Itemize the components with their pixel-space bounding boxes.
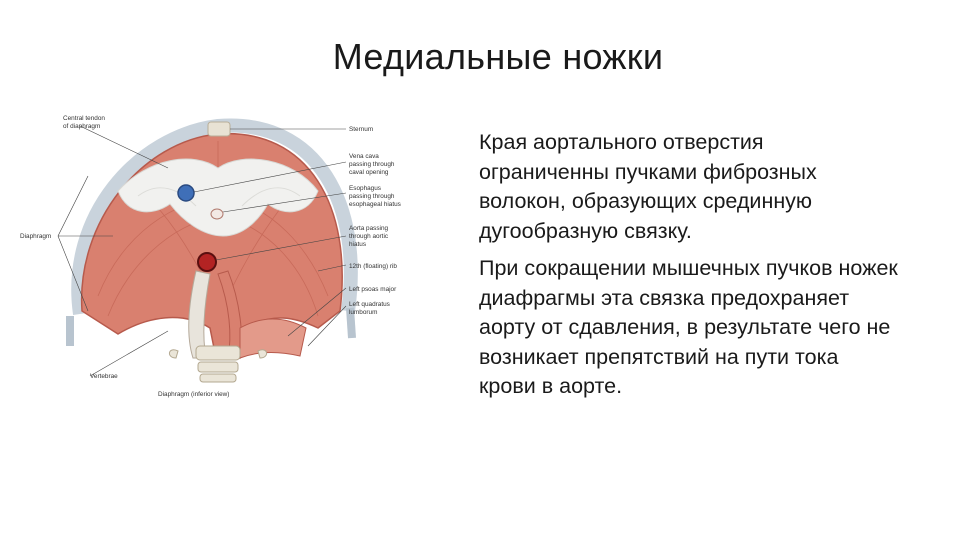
label-aorta-3: hiatus <box>349 241 367 248</box>
label-central-tendon-2: of diaphragm <box>63 123 101 130</box>
label-central-tendon: Central tendon <box>63 115 105 122</box>
label-esophagus-2: passing through <box>349 193 395 200</box>
label-esophagus-3: esophageal hiatus <box>349 201 401 208</box>
vena-cava <box>178 185 194 201</box>
label-vertebrae: Vertebrae <box>90 373 118 380</box>
label-quadratus: Left quadratus <box>349 301 390 308</box>
label-vena-cava-2: passing through <box>349 161 395 168</box>
label-rib: 12th (floating) rib <box>349 263 397 270</box>
label-psoas: Left psoas major <box>349 286 397 293</box>
label-esophagus: Esophagus <box>349 185 381 192</box>
label-sternum: Sternum <box>349 126 374 133</box>
label-aorta-2: through aortic <box>349 233 389 240</box>
diaphragm-svg <box>18 96 418 426</box>
psoas-major <box>240 319 306 358</box>
diaphragm-illustration <box>18 96 418 426</box>
label-vena-cava-3: caval opening <box>349 169 389 176</box>
label-quadratus-2: lumborum <box>349 309 378 316</box>
paragraph-contraction: При сокращении мышечных пучков ножек диафрагмы эта связка предохраняет аорту от сдавления, в результате чего не возникает препятствий на пути тока крови в аорте. <box>479 256 898 398</box>
sternum <box>208 122 230 136</box>
esophagus <box>211 209 223 219</box>
label-diaphragm: Diaphragm <box>20 233 52 240</box>
label-aorta: Aorta passing <box>349 225 389 232</box>
aorta <box>198 253 216 271</box>
paragraph-aortic-opening: Края аортального отверстия ограниченны пучками фиброзных волокон, образующих срединную дугообразную связку. <box>479 130 817 243</box>
figure-caption: Diaphragm (inferior view) <box>158 391 230 398</box>
slide-title: Медиальные ножки <box>332 36 664 77</box>
label-vena-cava: Vena cava <box>349 153 379 160</box>
slide-body <box>479 128 899 410</box>
